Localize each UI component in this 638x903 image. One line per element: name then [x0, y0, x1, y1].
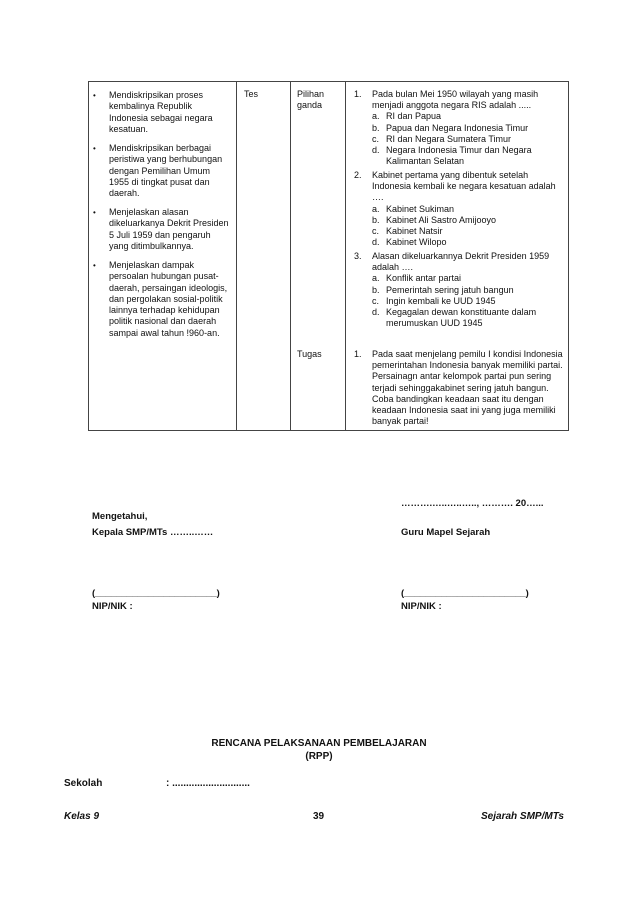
- school-label: Sekolah: [64, 778, 103, 789]
- indicator-text: Menjelaskan dampak persoalan hubungan pusat-daerah, persaingan ideologis, dan pergolakan sosial-politik lainnya terhadap kehidupan politik nasional dan daerah sampai awal tahun !960-an.: [109, 260, 228, 338]
- question-item: 1. Pada bulan Mei 1950 wilayah yang masih menjadi anggota negara RIS adalah ..... a. RI dan Papua b. Papua dan Negara Indonesia Timur c. RI dan Negara Sumatera Timur d. Negara Indonesia Timur dan Negara Kalimantan Selatan: [354, 89, 569, 167]
- principal-nip: NIP/NIK :: [92, 601, 133, 612]
- indicator-text: Menjelaskan alasan dikeluarkanya Dekrit Presiden 5 Juli 1959 dan pengaruh yang ditimbulkannya.: [109, 207, 229, 251]
- option: d. Negara Indonesia Timur dan Negara Kalimantan Selatan: [372, 145, 532, 167]
- task-item: 1. Pada saat menjelang pemilu I kondisi Indonesia pemerintahan Indonesia banyak memiliki partai. Persainagn antar kelompok partai pun sering terjadi sehinggakabinet sering jatuh bangun. Coba bandingkan keadaan saat itu dengan keadaan Indonesia saat ini yang juga memiliki banyak partai!: [354, 349, 569, 427]
- column-divider: [236, 82, 237, 430]
- question-text: Pada bulan Mei 1950 wilayah yang masih menjadi anggota negara RIS adalah .....: [372, 89, 539, 111]
- principal-role: Kepala SMP/MTs ……..……: [92, 527, 214, 538]
- page-number: 39: [313, 811, 325, 822]
- option: d. Kabinet Wilopo: [372, 237, 447, 248]
- place-date: ……….…..…..….., ………. 20…...: [401, 498, 544, 509]
- question-item: 2. Kabinet pertama yang dibentuk setelah Indonesia kembali ke negara kesatuan adalah …. a. Kabinet Sukiman b. Kabinet Ali Sastro Amijooyo c. Kabinet Natsir d. Kabinet Wilopo: [354, 170, 569, 248]
- option: a. Konflik antar partai: [372, 273, 462, 284]
- rpp-title: RENCANA PELAKSANAAN PEMBELAJARAN: [211, 738, 427, 749]
- footer-class: Kelas 9: [64, 811, 100, 822]
- indicator-text: Mendiskripsikan berbagai peristiwa yang berhubungan dengan Pemilihan Umum 1955 di tingkat pusat dan daerah.: [109, 143, 223, 199]
- teacher-name-blank: (_______________________): [401, 588, 529, 599]
- acknowledgement-label: Mengetahui,: [92, 511, 148, 522]
- school-value: : ............................: [166, 778, 250, 789]
- teacher-role: Guru Mapel Sejarah: [401, 527, 491, 538]
- indicator-item: • Mendiskripsikan proses kembalinya Republik Indonesia sebagai negara kesatuan.: [89, 90, 236, 135]
- option: b. Kabinet Ali Sastro Amijooyo: [372, 214, 497, 225]
- option: b. Papua dan Negara Indonesia Timur: [372, 122, 529, 133]
- technique-test: Tes: [244, 89, 259, 99]
- form-test: Pilihan ganda: [297, 89, 325, 111]
- option: c. RI dan Negara Sumatera Timur: [372, 133, 512, 144]
- principal-name-blank: (_______________________): [92, 588, 220, 599]
- indicator-item: • Mendiskripsikan berbagai peristiwa yang berhubungan dengan Pemilihan Umum 1955 di tingkat pusat dan daerah.: [89, 143, 236, 199]
- task-text: Pada saat menjelang pemilu I kondisi Indonesia pemerintahan Indonesia banyak memiliki partai. Persainagn antar kelompok partai pun sering terjadi sehinggakabinet sering jatuh bangun. Coba bandingkan keadaan saat itu dengan keadaan Indonesia saat ini yang juga memiliki banyak partai!: [372, 349, 563, 427]
- option: a. Kabinet Sukiman: [372, 203, 455, 214]
- option: b. Pemerintah sering jatuh bangun: [372, 284, 514, 295]
- assessment-table: [88, 81, 569, 431]
- footer-subject: Sejarah SMP/MTs: [481, 811, 564, 822]
- indicator-text: Mendiskripsikan proses kembalinya Republik Indonesia sebagai negara kesatuan.: [109, 90, 213, 134]
- question-text: Alasan dikeluarkannya Dekrit Presiden 1959 adalah ….: [372, 251, 550, 273]
- column-divider: [290, 82, 291, 430]
- column-divider: [345, 82, 346, 430]
- indicator-item: • Menjelaskan alasan dikeluarkanya Dekrit Presiden 5 Juli 1959 dan pengaruh yang ditimbulkannya.: [89, 207, 236, 252]
- question-item: 3. Alasan dikeluarkannya Dekrit Presiden 1959 adalah …. a. Konflik antar partai b. Pemerintah sering jatuh bangun c. Ingin kembali ke UUD 1945 d. Kegagalan dewan konstituante dalam merumuskan UUD 1945: [354, 251, 569, 329]
- rpp-subtitle: (RPP): [305, 751, 333, 762]
- option: c. Kabinet Natsir: [372, 226, 443, 237]
- indicator-item: • Menjelaskan dampak persoalan hubungan pusat-daerah, persaingan ideologis, dan pergolakan sosial-politik lainnya terhadap kehidupan politik nasional dan daerah sampai awal tahun !960-an.: [89, 260, 236, 339]
- option: c. Ingin kembali ke UUD 1945: [372, 295, 496, 306]
- teacher-nip: NIP/NIK :: [401, 601, 442, 612]
- technique-task: Tugas: [297, 349, 322, 359]
- option: d. Kegagalan dewan konstituante dalam merumuskan UUD 1945: [372, 307, 537, 329]
- question-text: Kabinet pertama yang dibentuk setelah Indonesia kembali ke negara kesatuan adalah ….: [372, 170, 556, 203]
- option: a. RI dan Papua: [372, 111, 442, 122]
